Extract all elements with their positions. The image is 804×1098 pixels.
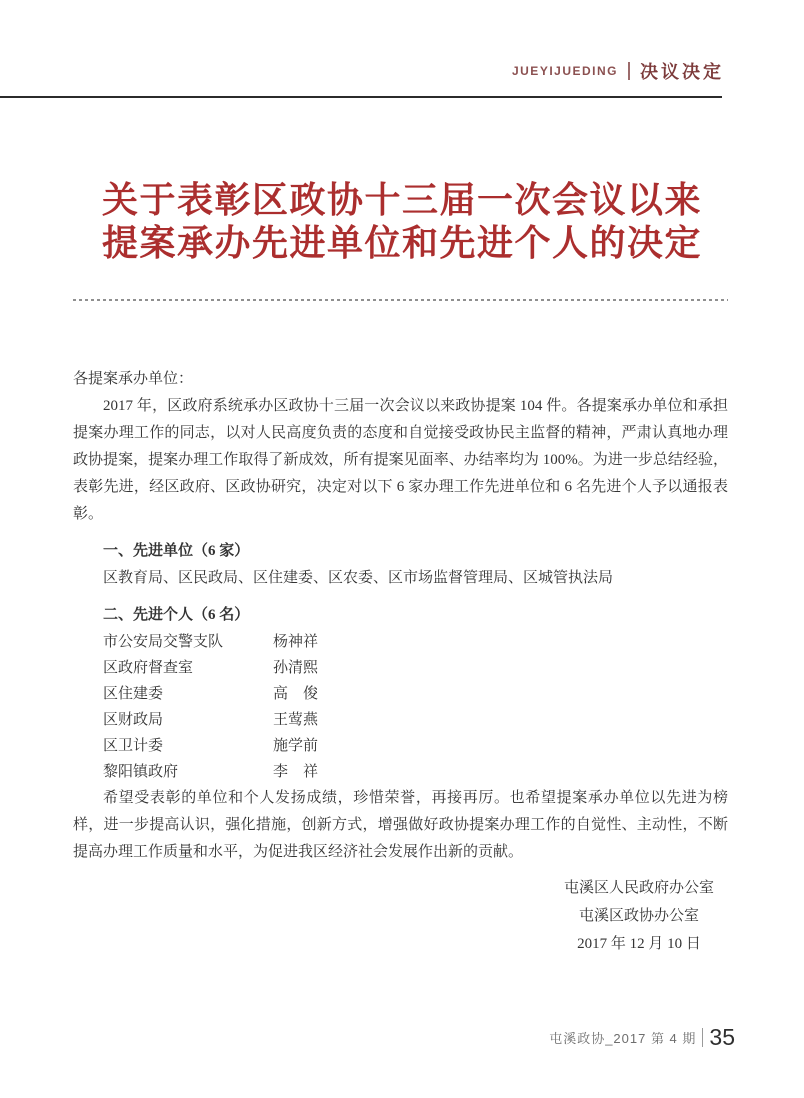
list-item — [73, 733, 728, 759]
org-name: 市公安局交警支队 — [103, 634, 224, 650]
closing-paragraph: 希望受表彰的单位和个人发扬成绩，珍惜荣誉，再接再厉。也希望提案承办单位以先进为榜样，进一步提高认识，强化措施，创新方式，增强做好政协提案办理工作的自觉性、主动性，不断提高办理工作质量和水平，为促进我区经济社会发展作出新的贡献。 — [73, 790, 728, 860]
org-name: 区卫计委 — [103, 738, 164, 754]
header-latin-label: JUEYIJUEDING — [511, 64, 618, 78]
salutation: 各提案承办单位： — [73, 371, 194, 387]
org-name: 区住建委 — [103, 686, 164, 702]
list-item — [73, 681, 728, 707]
section-1-heading: 一、先进单位（6 家） — [103, 543, 250, 559]
person-name: 杨神祥 — [273, 634, 319, 650]
running-header — [512, 58, 724, 84]
header-section-label: 决议决定 — [640, 62, 724, 82]
document-body — [73, 366, 728, 958]
org-name: 区政府督查室 — [103, 660, 194, 676]
section-2-heading: 二、先进个人（6 名） — [103, 607, 250, 623]
signature-block — [564, 874, 714, 958]
org-name: 区财政局 — [103, 712, 164, 728]
article-title-line-2: 提案承办先进单位和先进个人的决定 — [101, 223, 702, 263]
list-item — [73, 707, 728, 733]
person-name: 王莺燕 — [273, 712, 319, 728]
person-name: 孙清熙 — [273, 660, 319, 676]
signature-org-1: 屯溪区人民政府办公室 — [563, 880, 714, 896]
dashed-divider — [73, 299, 728, 301]
article-title-line-1: 关于表彰区政协十三届一次会议以来 — [101, 180, 702, 220]
header-separator-bar — [628, 62, 630, 80]
person-name: 施学前 — [273, 738, 319, 754]
page-number: 35 — [709, 1024, 735, 1050]
journal-issue-label: 屯溪政协_2017 第 4 期 — [549, 1031, 697, 1046]
award-list — [73, 629, 728, 785]
signature-org-2: 屯溪区政协办公室 — [578, 908, 699, 924]
org-name: 黎阳镇政府 — [103, 764, 179, 780]
footer-separator-bar — [702, 1028, 703, 1047]
list-item — [73, 759, 728, 785]
person-name: 高 俊 — [273, 686, 319, 702]
header-rule-line — [0, 96, 722, 98]
list-item — [73, 629, 728, 655]
signature-date: 2017 年 12 月 10 日 — [577, 936, 701, 952]
article-title — [0, 179, 804, 265]
page-footer — [549, 1024, 735, 1051]
list-item — [73, 655, 728, 681]
section-1-content: 区教育局、区民政局、区住建委、区农委、区市场监督管理局、区城管执法局 — [103, 570, 614, 586]
opening-paragraph: 2017 年，区政府系统承办区政协十三届一次会议以来政协提案 104 件。各提案承办单位和承担提案办理工作的同志，以对人民高度负责的态度和自觉接受政协民主监督的精神，严肃认真地办理政协提案，提案办理工作取得了新成效，所有提案见面率、办结率均为 100%。为进一步总结经验，表彰先进，经区政府、区政协研究，决定对以下 6 家办理工作先进单位和 6 名先进个人予以通报表彰。 — [73, 398, 728, 522]
person-name: 李 祥 — [273, 764, 319, 780]
